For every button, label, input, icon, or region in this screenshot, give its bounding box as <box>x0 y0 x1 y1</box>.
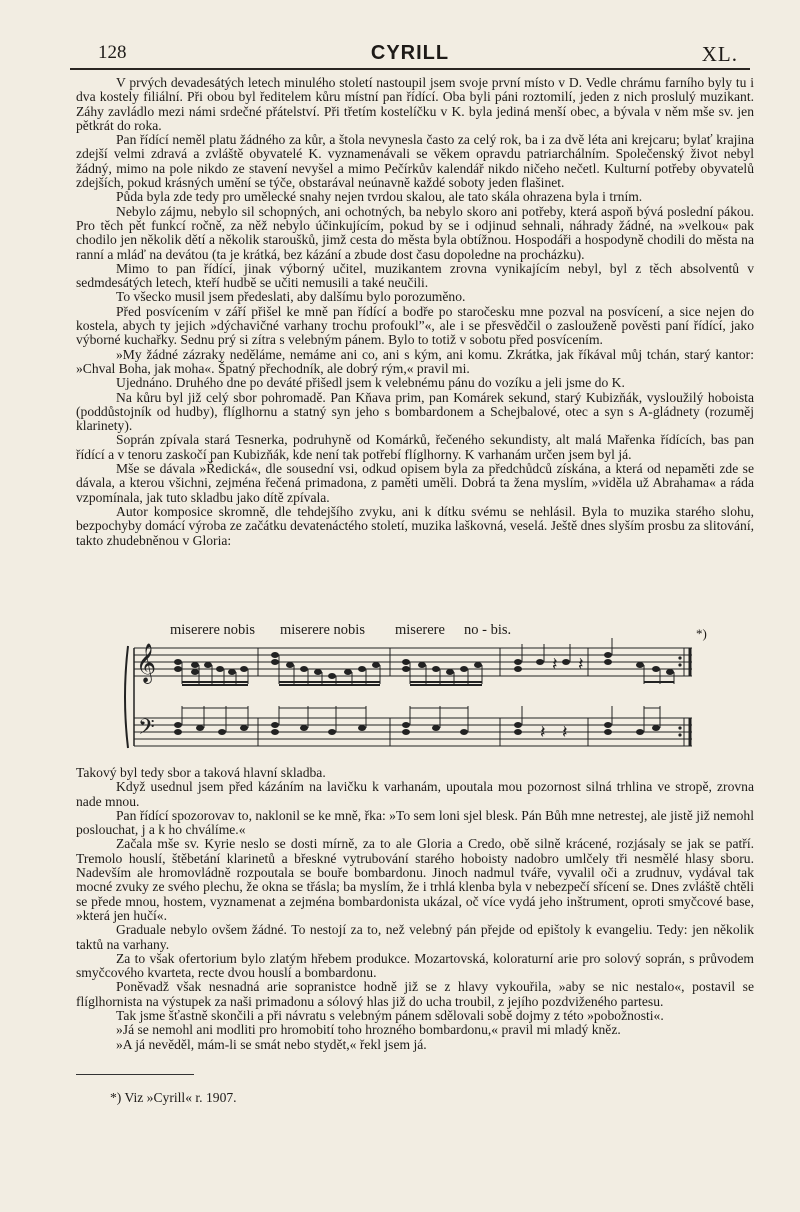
paragraph: V prvých devadesátých letech minulého století nastoupil jsem svoje první místo v D. Vedle chrámu farního byly tu i dva kostely filiální. Při obou byl ředitelem kůru místní pan řídící. Oba byli páni roztomilí, jeden z nich proslulý muzikant. Záhy zavládlo mezi námi srdečné přátelství. Při třetím kostelíčku v K. byla jediná menší obec, a bývala v něm mše sv. jen pětkrát do roka. <box>76 75 754 133</box>
paragraph: Když usednul jsem před kázáním na lavičku k varhanám, upoutala mou pozornost silná trhlina ve stropě, zrovna nade mnou. <box>76 779 754 809</box>
paragraph: »A já nevěděl, mám-li se smát nebo stydět,« řekl jsem já. <box>116 1036 427 1052</box>
paragraph: Před posvícením v září přišel ke mně pan řídící a bodře po staročesku mne pozval na posvícení, a sice nejen do kostela, abych ty jejich »dýchavičné varhany trochu profouklˮ«, ale i se přesvědčil o zaslouženě pověsti paní řídící, jako výborné kuchařky. Sednu prý si zítra s velebným pánem. Bylo to totiž v sobotu před posvícením. <box>76 303 754 348</box>
lyric: miserere nobis <box>280 622 365 638</box>
notation-graphic <box>100 620 720 766</box>
footnote-divider <box>76 1074 194 1075</box>
article-text-top <box>76 76 754 548</box>
music-score <box>100 620 720 766</box>
paragraph: To všecko musil jsem předeslati, aby dalšímu bylo porozuměno. <box>116 289 466 305</box>
lyric: miserere <box>395 622 445 638</box>
page-header <box>70 42 750 70</box>
paragraph: Autor komposice skromně, dle tehdejšího zvyku, ani k dítku svému se nehlásil. Byla to muzika starého slohu, bezpochyby domácí výroba ze začátku devatenáctého století, muzika laškovná, veselá. Ještě dnes slyším prosbu za slitování, takto zhudebněnou v Gloria: <box>76 503 754 548</box>
paragraph: Takový byl tedy sbor a taková hlavní skladba. <box>76 765 326 780</box>
paragraph: »Já se nemohl ani modliti pro hromobití toho hrozného bombardonu,« pravil mi mladý kněz. <box>116 1022 621 1038</box>
paragraph: Za to však ofertorium bylo zlatým hřebem produkce. Mozartovská, koloraturní arie pro solový soprán, s průvodem smyčcového kvarteta, recte dvou houslí a bombardonu. <box>76 950 754 981</box>
svg-text:𝄽: 𝄽 <box>552 654 558 675</box>
paragraph: Začala mše sv. Kyrie neslo se dosti mírně, za to ale Gloria a Credo, obě silně krácené, rozjásaly se jak se patří. Tremolo houslí, štěbetání klarinetů a břeskné vytrubování starého hoboisty nadobro umlčely tři nesmělé hlasy sboru. Nadevším ale hromovládně rozpoutala se bouře bombardonu. Jinoch nadmul tváře, vyvalil oči a zrudnuv, vydával tak mocné zvuky ze svého plechu, že okna se třásla; ba myslím, že i trhlá klenba byla v nebezpečí sřícení se. Dnes zvláště chtěli se přede mnou, hostem, vyznamenat a zejména bombardonista ukázal, oč více vydá jeho inštrument, oproti smyčcové base, »která jen hučí«. <box>76 836 754 923</box>
paragraph: »My žádné zázraky neděláme, nemáme ani co, ani s kým, ani komu. Zkrátka, jak říkával můj tchán, starý kantor: »Chval Boha, jak moha«. Špatný přechodník, ale dobrý rým,« pravil mi. <box>76 346 754 376</box>
svg-text:𝄽: 𝄽 <box>562 722 568 743</box>
page-number: 128 <box>98 42 127 63</box>
svg-text:𝄽: 𝄽 <box>578 654 584 675</box>
svg-text:𝄞: 𝄞 <box>136 643 157 683</box>
lyric: miserere nobis <box>170 622 255 638</box>
paragraph: Mše se dávala »Ředická«, dle sousední vsi, odkud opisem byla za předchůdců získána, a která od nepaměti zde se dávala, a kterou všichni, zejména řečená primadona, z paměti uměli. Dobrá ta žena myslím, »viděla už Abrahama« a ráda vzpomínala, jak tuto skladbu jako dítě zpívala. <box>76 461 754 505</box>
paragraph: Soprán zpívala stará Tesnerka, podruhyně od Komárků, řečeného sekundisty, alt malá Mařenka řídících, bas pan řídící a v tenoru zaskočí pan Kubizňák, kde není tak potřebí flíglhorny. K varhanám určen jsem byl já. <box>76 432 754 462</box>
volume-number: XL. <box>701 42 738 66</box>
paragraph: Tak jsme šťastně skončili a při návratu s velebným pánem sdělovali sobě dojmy z této »pobožnosti«. <box>116 1008 664 1024</box>
paragraph: Pan řídící spozorovav to, naklonil se ke mně, řka: »To sem loni sjel blesk. Pán Bůh mne netrestej, ale jistě již nemohl poslouchat, j a k ho chválíme.« <box>76 807 754 838</box>
paragraph: Mimo to pan řídící, jinak výborný učitel, muzikantem zrovna vynikajícím nebyl, byl z těch absolventů v sedmdesátých letech, kteří hudbě se učiti nemusili a také neučili. <box>76 260 754 291</box>
footnote: *) Viz »Cyrill« r. 1907. <box>110 1090 237 1105</box>
paragraph: Půda byla zde tedy pro umělecké snahy nejen tvrdou skalou, ale tato skála ohrazena byla i trním. <box>116 189 643 205</box>
paragraph: Na kůru byl již celý sbor pohromadě. Pan Kňava prim, pan Komárek sekund, starý Kubizňák, vysloužilý hoboista (poddůstojník od hudby), flíglhornu a statný syn jeho s bombardonem a Schejbalové, otec a syn s A-gládnety (rozuměj klarinety). <box>76 389 754 434</box>
lyric: no - bis. <box>464 622 512 638</box>
paragraph: Nebylo zájmu, nebylo sil schopných, ani ochotných, ba nebylo skoro ani potřeby, která aspoň bývá poslední pákou. Pro těch pět funkcí ročně, za něž nebylo účinkujícím, pokud by se i odjinud sehnali, náhrady žádné, na »velkou« pak chodilo jen několik dětí a několik staroušků, jimž cesta do města byla obtížnou. Hospodáři a hospodyně chodili do města na ranní a mláď na devátou (ta je krátká, bez kázání a zbude dost času dopoledne na procházku). <box>76 203 754 262</box>
journal-title: CYRILL <box>370 42 450 64</box>
paragraph: Graduale nebylo ovšem žádné. To nestojí za to, než velebný pán přejde od epištoly k evangeliu. Tedy: jen několik taktů na varhany. <box>76 922 754 952</box>
footnote-marker: *) <box>696 626 707 641</box>
svg-text:𝄢: 𝄢 <box>138 715 155 745</box>
article-text-bottom <box>76 766 754 1052</box>
paragraph: Pan řídící neměl platu žádného za kůr, a štola nevynesla často za celý rok, ba i za dvě léta ani krejcaru; bylať krajina zdejší velmi zdravá a zvláště obyvatelé K. vyznamenávali se věkem opravdu patriarchálním. Společenský život nebyl žádný, mimo na pole nikdo ze stavení nevyšel a mimo Pečírkův kalendář nikdo ničeho nečetl. Kulturní potřeby obyvatelů zdejších, pokud krásných umění se týče, obstarával neúnavně každé soboty jeden flašinet. <box>76 132 754 191</box>
paragraph: Poněvadž však nesnadná arie sopranistce hodně již se z hlavy vykouřila, »aby se nic nestalo«, postavil se flíglhornista na výstupek za naši primadonu a sólový hlas již do ucha troubil, z jejího pozdviženého partesu. <box>76 979 754 1009</box>
paragraph: Ujednáno. Druhého dne po deváté přišedl jsem k velebnému pánu do vozíku a jeli jsme do K. <box>116 375 625 391</box>
svg-text:𝄽: 𝄽 <box>540 722 546 743</box>
